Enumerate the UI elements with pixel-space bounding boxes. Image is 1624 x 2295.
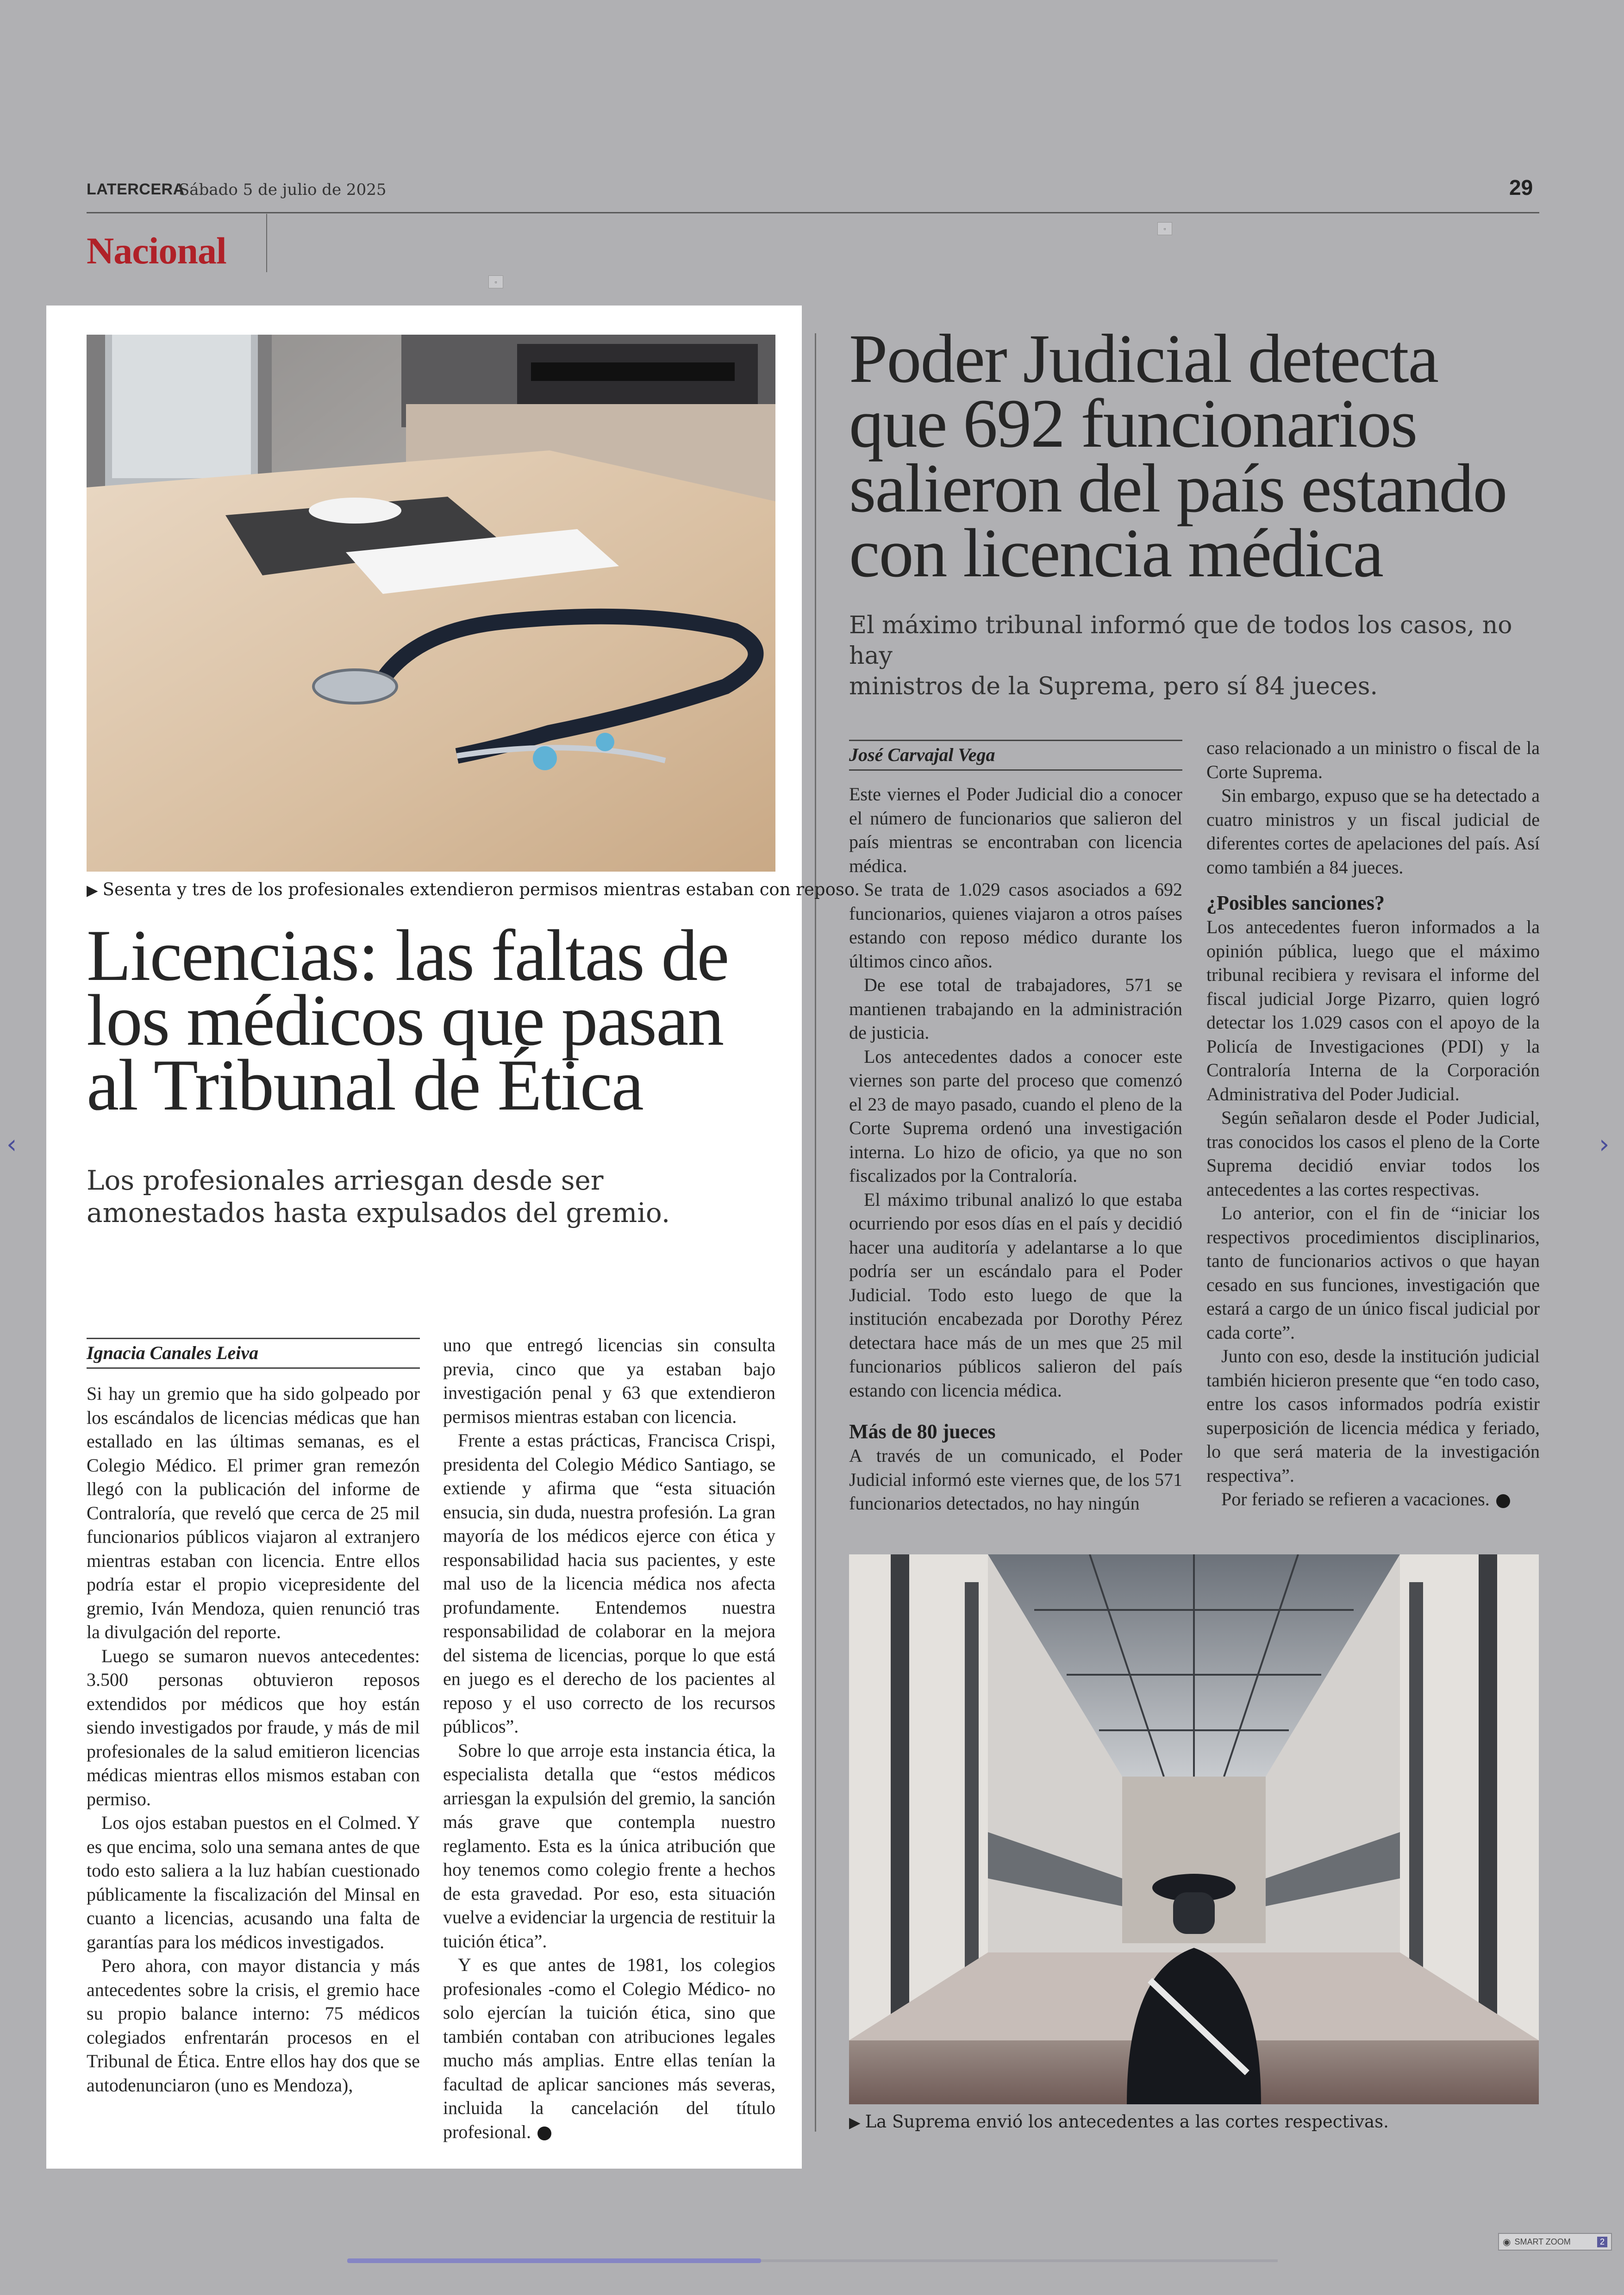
section-divider bbox=[266, 214, 267, 272]
section-title: Nacional bbox=[87, 230, 226, 272]
paragraph: Este viernes el Poder Judicial dio a conocer el número de funcionarios que salieron del país mientras se encontraban con licencia médica. bbox=[849, 784, 1182, 876]
newspaper-brand: LATERCERA bbox=[87, 181, 185, 198]
page-scrollbar-thumb[interactable] bbox=[347, 2258, 761, 2263]
caption-text: La Suprema envió los antecedentes a las cortes respectivas. bbox=[865, 2112, 1389, 2132]
paragraph: Pero ahora, con mayor distancia y más antecedentes sobre la crisis, el gremio hace su propio balance interno: 75 médicos colegiados enfrentarán procesos en el Tribunal de Ética. Entre ellos hay dos que se autodenunciaron (uno es Mendoza), bbox=[87, 1955, 420, 2095]
subhead: Más de 80 jueces bbox=[849, 1420, 996, 1443]
byline: Ignacia Canales Leiva bbox=[87, 1342, 259, 1363]
smart-zoom-label: SMART ZOOM bbox=[1514, 2237, 1571, 2246]
desk-stethoscope-photo bbox=[87, 335, 775, 872]
left-article-column-2 bbox=[443, 1333, 775, 2144]
headline-line: Poder Judicial detecta bbox=[849, 320, 1438, 397]
paragraph: Los antecedentes dados a conocer este viernes son parte del proceso que comenzó el 23 de mayo pasado, cuando el pleno de la Corte Suprema ordenó una investigación interna. Lo hizo de oficio, ya que no son fiscalizados por la Contraloría. bbox=[849, 1046, 1182, 1186]
header-rule bbox=[87, 212, 1539, 213]
paragraph bbox=[1206, 1487, 1540, 1511]
smart-zoom-button[interactable] bbox=[1498, 2233, 1612, 2251]
right-article-column-2 bbox=[1206, 736, 1540, 1511]
paragraph: Junto con eso, desde la institución judicial también hicieron presente que “en todo caso, entre los casos informados podría existir superposición de licencia médica y feriado, lo que será materia de la investigación respectiva”. bbox=[1206, 1346, 1540, 1486]
headline-line: los médicos que pasan bbox=[87, 980, 724, 1061]
paragraph: caso relacionado a un ministro o fiscal de la Corte Suprema. bbox=[1206, 737, 1540, 782]
deck-line: Los profesionales arriesgan desde ser bbox=[87, 1165, 604, 1196]
caption-triangle-icon: ▶ bbox=[87, 881, 98, 899]
paragraph: Según señalaron desde el Poder Judicial, tras conocidos los casos el pleno de la Corte Suprema decidió enviar todos los antecedentes a las cortes respectivas. bbox=[1206, 1107, 1540, 1200]
smart-zoom-badge: 2 bbox=[1597, 2237, 1607, 2247]
byline: José Carvajal Vega bbox=[849, 744, 995, 765]
headline-line: que 692 funcionarios bbox=[849, 385, 1417, 462]
caption-triangle-icon: ▶ bbox=[849, 2114, 861, 2131]
column-divider bbox=[815, 333, 816, 2132]
caption-text: Sesenta y tres de los profesionales extendieron permisos mientras estaban con reposo. bbox=[102, 879, 860, 899]
paragraph: Se trata de 1.029 casos asociados a 692 funcionarios, quienes viajaron a otros países estando con reposo médico durante los últimos cinco años. bbox=[849, 879, 1182, 972]
paragraph: Si hay un gremio que ha sido golpeado por los escándalos de licencias médicas que han estallado en las últimas semanas, es el Colegio Médico. El primer gran remezón llegó con la publicación del informe de Contraloría, que reveló que cerca de 25 mil funcionarios públicos viajaron al extranjero mientras estaban con licencia. Entre ellos podría estar el propio vicepresidente del gremio, Iván Mendoza, quien renunció tras la divulgación del reporte. bbox=[87, 1383, 420, 1642]
paragraph-text: Y es que antes de 1981, los colegios profesionales -como el Colegio Médico- no solo ejercían la tuición ética, sino que también contaban con atribuciones legales mucho más amplias. Entre ellas tenían la facultad de aplicar sanciones más severas, incluida la cancelación del título profesional. bbox=[443, 1954, 775, 2142]
photo-caption bbox=[849, 2112, 1389, 2132]
right-article-column-1 bbox=[849, 782, 1182, 1515]
paragraph bbox=[443, 1953, 775, 2144]
deck-line: ministros de la Suprema, pero sí 84 jueces. bbox=[849, 673, 1378, 700]
region-marker-icon[interactable]: ▫ bbox=[488, 275, 503, 288]
paragraph: Los ojos estaban puestos en el Colmed. Y es que encima, solo una semana antes de que todo esto saliera a la luz habían cuestionado públicamente la fiscalización del Minsal en cuanto a licencias, acusando una falta de garantías para los médicos investigados. bbox=[87, 1812, 420, 1952]
page-number: 29 bbox=[1509, 175, 1533, 200]
byline-rule bbox=[87, 1338, 420, 1369]
end-mark-icon bbox=[537, 2127, 551, 2140]
subhead: ¿Posibles sanciones? bbox=[1206, 892, 1385, 914]
paragraph: Los antecedentes fueron informados a la opinión pública, luego que el máximo tribunal recibiera y revisara el informe del fiscal judicial Jorge Pizarro, quien logró detectar los 1.029 casos con el apoyo de la Policía de Investigaciones (PDI) y la Contraloría Interna de la Corporación Administrativa del Poder Judicial. bbox=[1206, 917, 1540, 1104]
left-byline-block bbox=[87, 1338, 420, 1369]
chevron-left-icon[interactable]: ‹ bbox=[6, 1129, 17, 1160]
right-byline-block bbox=[849, 740, 1182, 771]
paragraph: De ese total de trabajadores, 571 se mantienen trabajando en la administración de justicia. bbox=[849, 974, 1182, 1043]
right-deck bbox=[849, 610, 1543, 702]
headline-line: Licencias: las faltas de bbox=[87, 915, 729, 996]
deck-line: El máximo tribunal informó que de todos los casos, no hay bbox=[849, 611, 1512, 670]
courthouse-gallery-photo bbox=[849, 1554, 1539, 2104]
deck-line: amonestados hasta expulsados del gremio. bbox=[87, 1197, 670, 1229]
end-mark-icon bbox=[1496, 1494, 1510, 1508]
eye-icon: ◉ bbox=[1503, 2237, 1511, 2247]
chevron-right-icon[interactable]: › bbox=[1599, 1129, 1610, 1160]
paragraph: Sin embargo, expuso que se ha detectado a cuatro ministros y un fiscal judicial de diferentes cortes de apelaciones del país. Así como también a 84 jueces. bbox=[1206, 785, 1540, 878]
left-deck bbox=[87, 1164, 758, 1229]
issue-date: Sábado 5 de julio de 2025 bbox=[179, 181, 387, 199]
right-headline bbox=[849, 320, 1571, 592]
photo-caption bbox=[87, 879, 860, 899]
headline-line: con licencia médica bbox=[849, 515, 1383, 592]
paragraph: A través de un comunicado, el Poder Judicial informó este viernes que, de los 571 funcionarios detectados, no hay ningún bbox=[849, 1445, 1182, 1514]
paragraph: Frente a estas prácticas, Francisca Crispi, presidenta del Colegio Médico Santiago, se extiende y afirma que “esta situación ensucia, sin duda, nuestra profesión. La gran mayoría de los médicos ejerce con ética y responsabilidad hacia sus pacientes, y este mal uso de la licencia médica nos afecta profundamente. Entendemos nuestra responsabilidad de colaborar en la mejora del sistema de licencias, porque lo que está en juego es el derecho de los pacientes al reposo y el uso correcto de los recursos públicos”. bbox=[443, 1430, 775, 1737]
left-headline bbox=[87, 915, 781, 1126]
paragraph: uno que entregó licencias sin consulta previa, cinco que ya estaban bajo investigación penal y 63 que extendieron permisos mientras estaban con licencia. bbox=[443, 1335, 775, 1427]
paragraph: Sobre lo que arroje esta instancia ética, la especialista detalla que “estos médicos arriesgan la expulsión del gremio, la sanción más grave que contempla nuestro reglamento. Esta es la única atribución que hoy tenemos como colegio frente a hechos de esta gravedad. Por eso, esta situación vuelve a evidenciar la urgencia de restituir la tuición ética”. bbox=[443, 1740, 775, 1952]
region-marker-icon[interactable]: ▫ bbox=[1157, 222, 1172, 235]
headline-line: al Tribunal de Ética bbox=[87, 1045, 643, 1126]
paragraph: Lo anterior, con el fin de “iniciar los respectivos procedimientos disciplinarios, tanto de funcionarios activos o que hayan cesado en sus funciones, investigación que estará a cargo de un único fiscal judicial por cada corte”. bbox=[1206, 1203, 1540, 1343]
paragraph: Luego se sumaron nuevos antecedentes: 3.500 personas obtuvieron reposos extendidos por médicos que hoy están siendo investigados por fraude, y más de mil profesionales de la salud emitieron licencias médicas mientras ellos mismos estaban con permiso. bbox=[87, 1645, 420, 1809]
headline-line: salieron del país estando bbox=[849, 450, 1507, 527]
left-article-column-1 bbox=[87, 1382, 420, 2097]
paragraph-text: Por feriado se refieren a vacaciones. bbox=[1221, 1489, 1490, 1509]
paragraph: El máximo tribunal analizó lo que estaba ocurriendo por esos días en el país y decidió hacer una auditoría y adelantarse a lo que podría ser un escándalo para el Poder Judicial. Todo esto luego de que la institución encabezada por Dorothy Pérez detectara hace más de un mes que 25 mil funcionarios públicos salieron del país estando con licencia médica. bbox=[849, 1189, 1182, 1401]
byline-rule bbox=[849, 740, 1182, 771]
